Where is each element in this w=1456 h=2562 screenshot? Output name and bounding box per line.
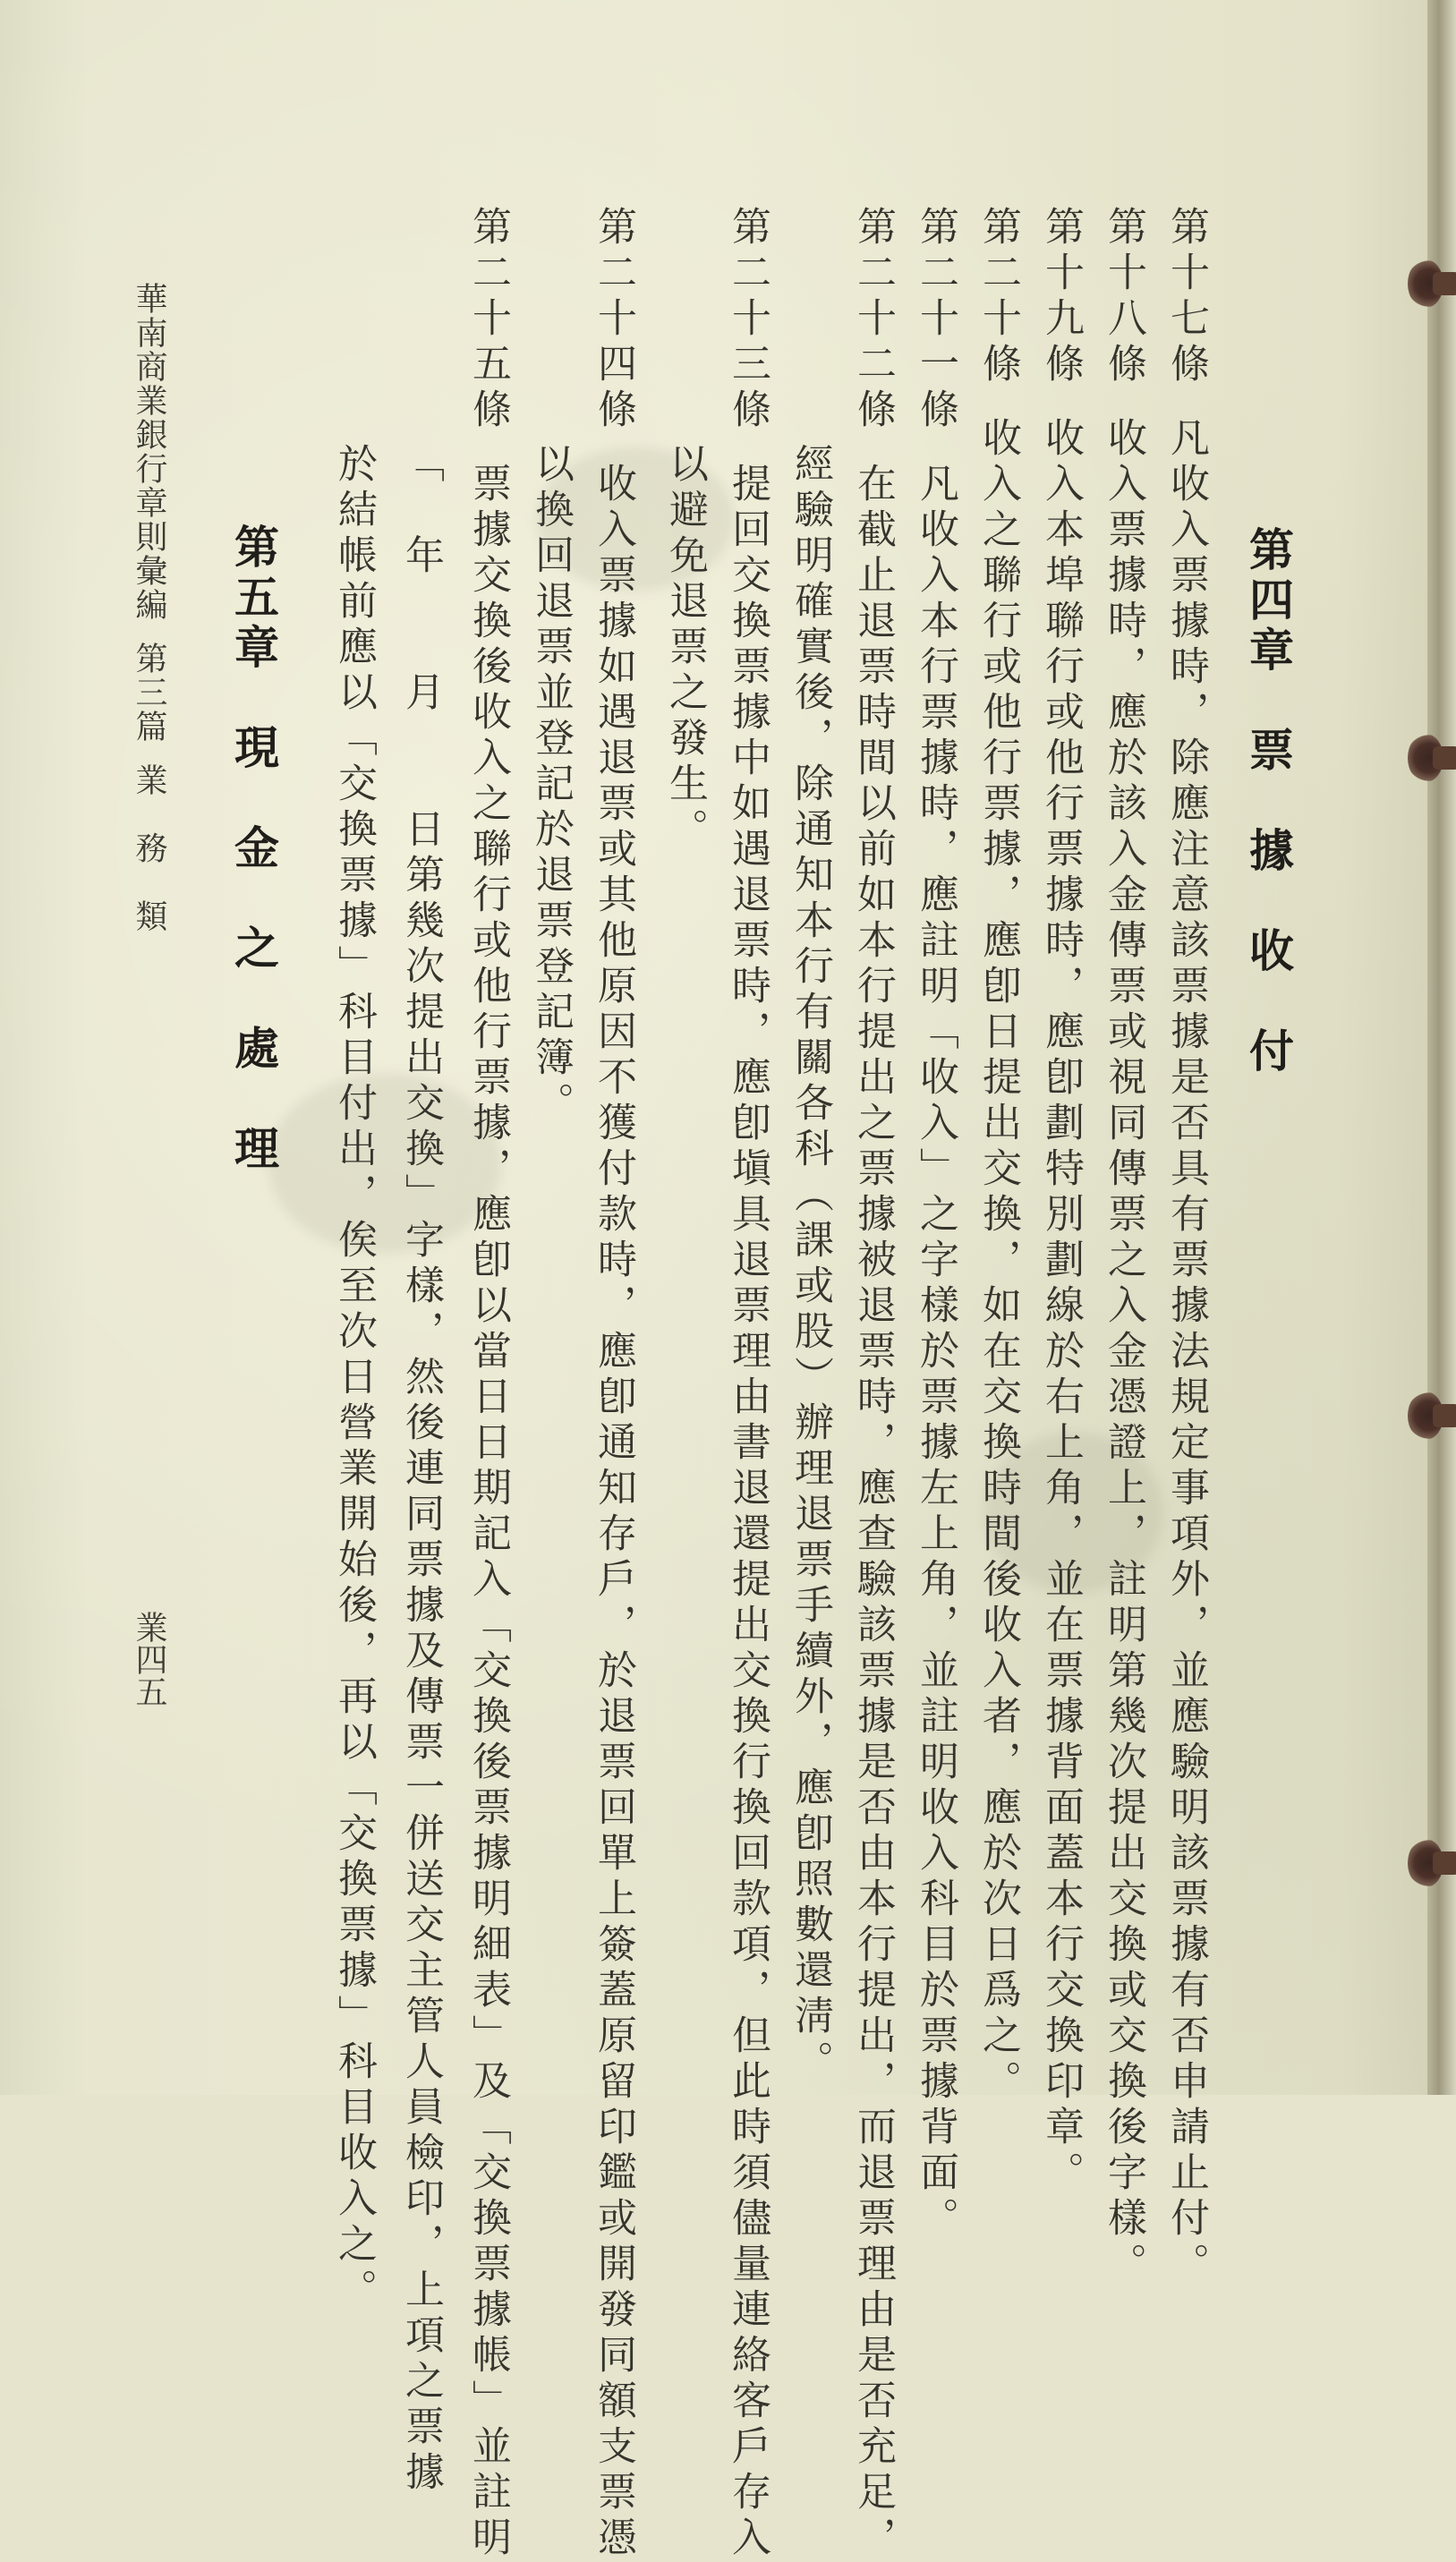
article-number: 第二十一條 bbox=[913, 206, 958, 434]
article-number: 第二十四條 bbox=[591, 206, 636, 434]
page-number: 業四五 bbox=[131, 1611, 167, 1707]
part-label: 第三篇 bbox=[131, 642, 167, 744]
binding-edge bbox=[1427, 0, 1456, 2095]
binding-hole bbox=[1408, 734, 1443, 782]
section-label: 業 務 類 bbox=[131, 763, 167, 933]
article-23 bbox=[725, 206, 771, 2562]
chapter-4-title: 第四章 票 據 收 付 bbox=[1242, 526, 1294, 1077]
article-22-continuation: 經驗明確實後，除通知本行有關各科（課或股）辦理退票手續外，應卽照數還淸。 bbox=[788, 443, 833, 2086]
article-text: 凡收入本行票據時，應註明「收入」之字樣於票據左上角，並註明收入科目於票據背面。 bbox=[913, 463, 958, 2243]
article-19 bbox=[1038, 206, 1084, 2197]
article-25-continuation-2: 於結帳前應以「交換票據」科目付出，俟至次日營業開始後，再以「交換票據」科目收入之。 bbox=[331, 443, 377, 2314]
article-number: 第二十五條 bbox=[465, 206, 511, 434]
article-21 bbox=[913, 206, 958, 2243]
article-22 bbox=[850, 206, 896, 2562]
chapter-5-title: 第五章 現 金 之 處 理 bbox=[227, 523, 279, 1175]
article-text: 收入票據如遇退票或其他原因不獲付款時，應卽通知存戶，於退票回單上簽蓋原留印鑑或開發同額支票憑 bbox=[591, 463, 636, 2562]
book-title: 華南商業銀行章則彙編 bbox=[131, 282, 167, 622]
article-text: 收入票據時，應於該入金傳票或視同傳票之入金憑證上，註明第幾次提出交換或交換後字樣。 bbox=[1101, 417, 1146, 2288]
article-17 bbox=[1163, 206, 1209, 2288]
article-text: 凡收入票據時，除應注意該票據是否具有票據法規定事項外，並應驗明該票據有否申請止付。 bbox=[1163, 417, 1209, 2288]
article-number: 第十七條 bbox=[1163, 206, 1209, 388]
article-25-continuation-1: 「 年 月 日第幾次提出交換」字樣，然後連同票據及傳票一併送交主管人員檢印，上項之票據 bbox=[398, 443, 444, 2497]
article-text: 票據交換後收入之聯行或他行票據，應卽以當日日期記入「交換後票據明細表」及「交換票據帳」並註明 bbox=[465, 463, 511, 2562]
article-18 bbox=[1101, 206, 1146, 2288]
running-footer bbox=[132, 282, 165, 933]
article-23-continuation: 以避免退票之發生。 bbox=[662, 443, 708, 854]
article-text: 收入本埠聯行或他行票據時，應卽劃特別劃線於右上角，並在票據背面蓋本行交換印章。 bbox=[1038, 417, 1084, 2197]
binding-hole bbox=[1408, 260, 1443, 308]
article-text: 在截止退票時間以前如本行提出之票據被退票時，應查驗該票據是否由本行提出，而退票理由是否充足， bbox=[850, 463, 896, 2562]
article-24-continuation: 以換回退票並登記於退票登記簿。 bbox=[528, 443, 574, 1128]
binding-hole bbox=[1408, 1392, 1443, 1440]
article-text: 提回交換票據中如遇退票時，應卽塡具退票理由書退還提出交換行換回款項，但此時須儘量連絡客戶存入 bbox=[725, 463, 771, 2562]
article-number: 第二十三條 bbox=[725, 206, 771, 434]
article-text: 收入之聯行或他行票據，應卽日提出交換，如在交換時間後收入者，應於次日爲之。 bbox=[975, 417, 1021, 2106]
article-number: 第二十二條 bbox=[850, 206, 896, 434]
binding-hole bbox=[1408, 1839, 1443, 1887]
article-20 bbox=[975, 206, 1021, 2106]
article-number: 第十八條 bbox=[1101, 206, 1146, 388]
article-25 bbox=[465, 206, 511, 2562]
article-number: 第十九條 bbox=[1038, 206, 1084, 388]
article-24 bbox=[591, 206, 636, 2562]
article-number: 第二十條 bbox=[975, 206, 1021, 388]
